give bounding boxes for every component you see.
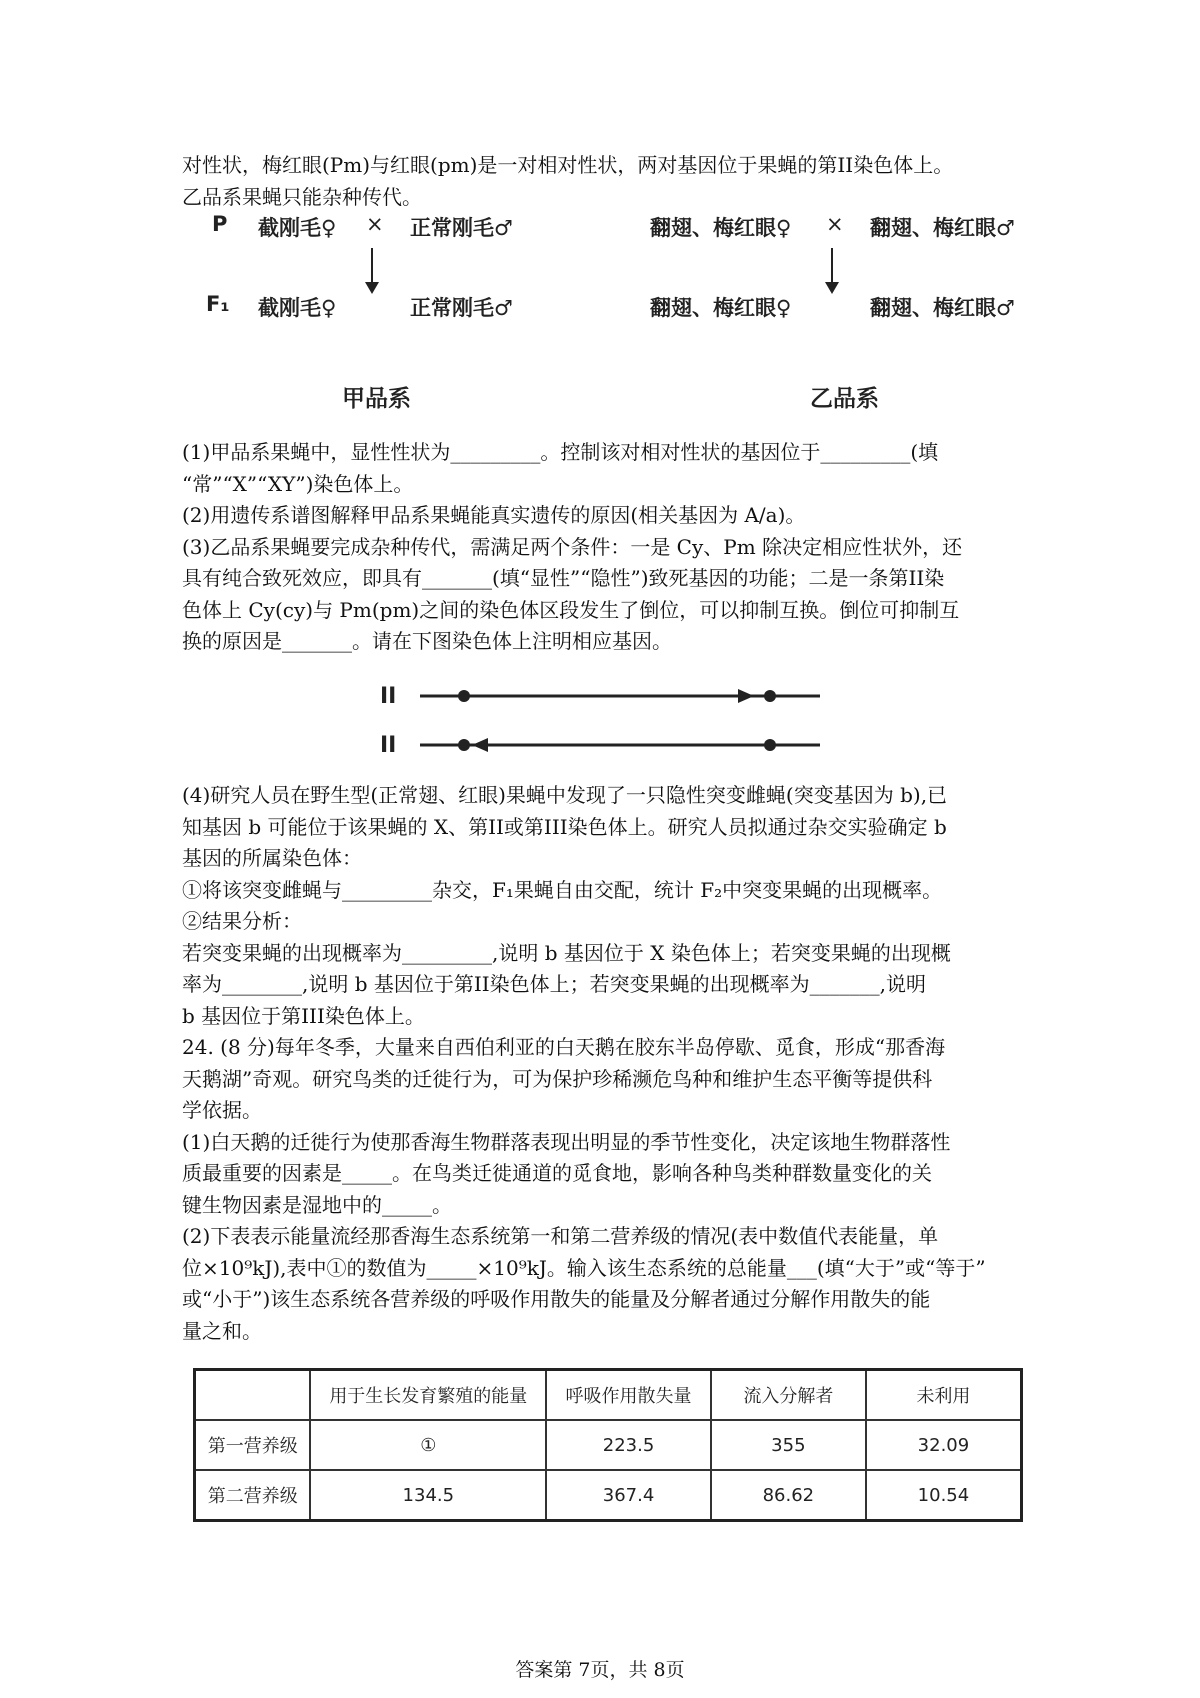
q4-line-7: 率为________,说明 b 基因位于第II染色体上；若突变果蝇的出现概率为_______,说明	[182, 972, 927, 996]
table-header-row	[195, 1370, 1022, 1421]
yi-f1-female: 翻翅、梅红眼♀	[650, 296, 792, 320]
q1-line-1: (1)甲品系果蝇中，显性性状为_________。控制该对相对性状的基因位于_________(填	[182, 440, 939, 464]
chromosome-diagram	[372, 672, 832, 762]
cross-diagram	[190, 212, 1050, 412]
yi-down-arrow	[831, 248, 833, 292]
locus-dot-bottom-left	[458, 739, 470, 751]
jia-p-female: 截刚毛♀	[258, 216, 337, 240]
jia-cross-sign: ×	[366, 212, 384, 236]
table-cell: 第一营养级	[195, 1420, 311, 1470]
q24-line-8: 位×10⁹kJ),表中①的数值为_____×10⁹kJ。输入该生态系统的总能量___(填“大于”或“等于”	[182, 1255, 986, 1280]
table-cell: 10.54	[866, 1470, 1022, 1521]
table-header-cell: 用于生长发育繁殖的能量	[310, 1370, 546, 1421]
table-cell: 32.09	[866, 1420, 1022, 1470]
locus-dot-bottom-right	[764, 739, 776, 751]
yi-lineage-name: 乙品系	[810, 386, 879, 412]
f1-generation-label: F₁	[206, 292, 230, 316]
jia-p-male: 正常刚毛♂	[410, 216, 513, 240]
table-cell: 367.4	[546, 1470, 711, 1521]
inversion-arrowhead-bottom	[472, 738, 488, 752]
chromosome-label-bottom: II	[380, 733, 397, 758]
jia-down-arrow	[371, 248, 373, 292]
q3-line-2: 具有纯合致死效应，即具有_______(填“显性”“隐性”)致死基因的功能；二是一条第II染	[182, 566, 945, 590]
question-4-24	[182, 780, 1042, 1347]
q2-line: (2)用遗传系谱图解释甲品系果蝇能真实遗传的原因(相关基因为 A/a)。	[182, 503, 806, 527]
q4-line-6: 若突变果蝇的出现概率为_________,说明 b 基因位于 X 染色体上；若突变果蝇的出现概	[182, 940, 951, 965]
inversion-arrowhead-top	[738, 689, 754, 703]
q1-line-2: “常”“X”“XY”)染色体上。	[182, 471, 414, 496]
q24-line-2: 天鹅湖”奇观。研究鸟类的迁徙行为，可为保护珍稀濒危鸟种和维护生态平衡等提供科	[182, 1066, 933, 1091]
q4-line-8: b 基因位于第III染色体上。	[182, 1003, 425, 1028]
table-header-cell: 呼吸作用散失量	[546, 1370, 711, 1421]
q24-line-5: 质最重要的因素是_____。在鸟类迁徙通道的觅食地，影响各种鸟类种群数量变化的关	[182, 1161, 932, 1185]
q4-line-3: 基因的所属染色体：	[182, 846, 362, 870]
locus-dot-top-right	[764, 690, 776, 702]
jia-f1-female: 截刚毛♀	[258, 296, 337, 320]
table-row	[195, 1420, 1022, 1470]
q3-line-3: 色体上 Cy(cy)与 Pm(pm)之间的染色体区段发生了倒位，可以抑制互换。倒位可抑制互	[182, 597, 960, 622]
q24-line-6: 键生物因素是湿地中的_____。	[182, 1192, 452, 1217]
q24-line-3: 学依据。	[182, 1098, 262, 1122]
table-row	[195, 1470, 1022, 1521]
intro-text	[182, 150, 1042, 213]
q4-line-1: (4)研究人员在野生型(正常翅、红眼)果蝇中发现了一只隐性突变雌蝇(突变基因为 b),已	[182, 783, 948, 807]
q24-line-9: 或“小于”)该生态系统各营养级的呼吸作用散失的能量及分解者通过分解作用散失的能	[182, 1287, 931, 1311]
q4-line-4: ①将该突变雌蝇与_________杂交，F₁果蝇自由交配，统计 F₂中突变果蝇的出现概率。	[182, 877, 943, 902]
locus-dot-top-left	[458, 690, 470, 702]
question-1-3	[182, 437, 1042, 658]
chromosome-label-top: II	[380, 684, 397, 709]
table-cell: 86.62	[711, 1470, 866, 1521]
page-footer: 答案第 7页，共 8页	[515, 1659, 685, 1681]
intro-line-2: 乙品系果蝇只能杂种传代。	[182, 184, 422, 209]
q3-line-1: (3)乙品系果蝇要完成杂种传代，需满足两个条件：一是 Cy、Pm 除决定相应性状外，还	[182, 534, 963, 559]
table-cell: 223.5	[546, 1420, 711, 1470]
q24-line-1: 24. (8 分)每年冬季，大量来自西伯利亚的白天鹅在胶东半岛停歇、觅食，形成“那香海	[182, 1035, 946, 1059]
energy-flow-table	[193, 1368, 1023, 1522]
yi-p-female: 翻翅、梅红眼♀	[650, 216, 792, 240]
yi-p-male: 翻翅、梅红眼♂	[870, 216, 1015, 240]
yi-f1-male: 翻翅、梅红眼♂	[870, 296, 1015, 320]
intro-line-1: 对性状，梅红眼(Pm)与红眼(pm)是一对相对性状，两对基因位于果蝇的第II染色体上。	[182, 153, 954, 177]
q24-line-7: (2)下表表示能量流经那香海生态系统第一和第二营养级的情况(表中数值代表能量，单	[182, 1224, 939, 1248]
table-header-cell: 流入分解者	[711, 1370, 866, 1421]
table-cell: 355	[711, 1420, 866, 1470]
table-cell: 134.5	[310, 1470, 546, 1521]
jia-lineage-name: 甲品系	[342, 386, 411, 412]
q4-line-5: ②结果分析：	[182, 909, 302, 933]
table-cell: ①	[310, 1420, 546, 1470]
table-header-cell: 未利用	[866, 1370, 1022, 1421]
yi-cross-sign: ×	[826, 212, 844, 236]
q3-line-4: 换的原因是_______。请在下图染色体上注明相应基因。	[182, 629, 672, 653]
jia-f1-male: 正常刚毛♂	[410, 296, 513, 320]
table-header-cell	[195, 1370, 311, 1421]
q24-line-10: 量之和。	[182, 1318, 262, 1343]
q4-line-2: 知基因 b 可能位于该果蝇的 X、第II或第III染色体上。研究人员拟通过杂交实验确定 b	[182, 814, 947, 839]
table-cell: 第二营养级	[195, 1470, 311, 1521]
p-generation-label: P	[212, 212, 228, 236]
q24-line-4: (1)白天鹅的迁徙行为使那香海生物群落表现出明显的季节性变化，决定该地生物群落性	[182, 1129, 951, 1154]
